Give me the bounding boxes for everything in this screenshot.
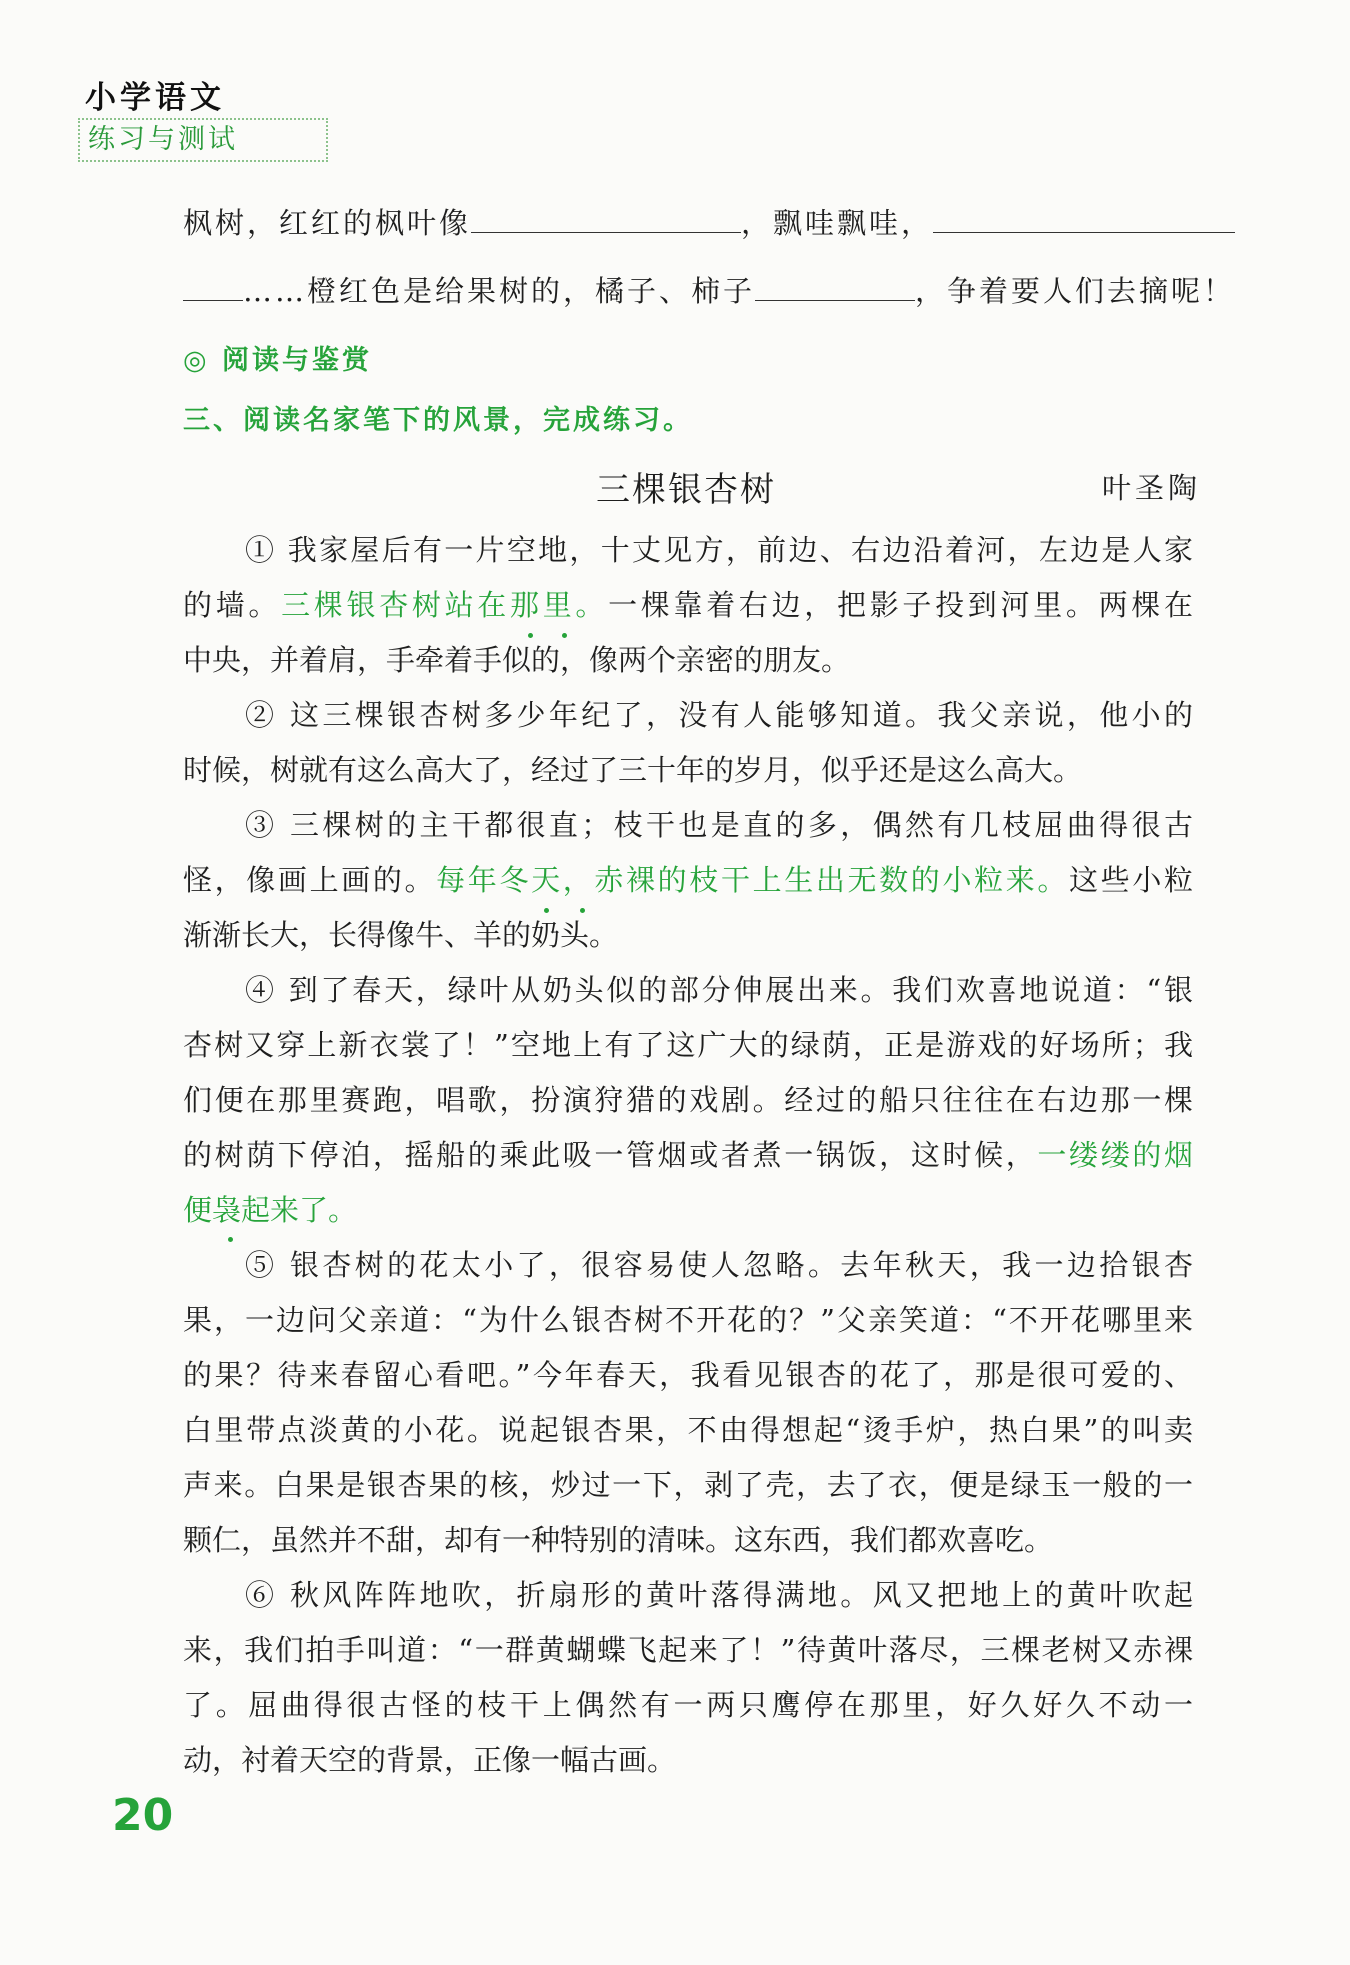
article-title: 三棵银杏树 <box>596 470 776 510</box>
book-title: 小学语文 <box>85 80 225 116</box>
text-line: 的果？待来春留心看吧。”今年春天，我看见银杏的花了，那是很可爱的、 <box>183 1358 1193 1392</box>
text-line: 果，一边问父亲道：“为什么银杏树不开花的？”父亲笑道：“不开花哪里来 <box>183 1303 1193 1337</box>
fill-in-text: ，争着要人们去摘呢！ <box>915 274 1236 308</box>
answer-blank[interactable] <box>933 202 1235 233</box>
text-line: 来，我们拍手叫道：“一群黄蝴蝶飞起来了！”待黄叶落尽，三棵老树又赤裸 <box>183 1633 1193 1667</box>
highlighted-sentence: 三棵银杏树站在那里。 <box>281 588 609 622</box>
emphasis-dot <box>580 908 585 913</box>
highlighted-sentence: 便袅起来了。 <box>183 1193 358 1227</box>
highlighted-sentence: 每年冬天，赤裸的枝干上生出无数的小粒来。 <box>436 863 1070 897</box>
text-line: ⑥ 秋风阵阵地吹，折扇形的黄叶落得满地。风又把地上的黄叶吹起 <box>245 1578 1193 1612</box>
text-run: 一棵靠着右边，把影子投到河里。两棵在 <box>608 588 1193 622</box>
article-author: 叶圣陶 <box>1102 471 1202 505</box>
text-line <box>183 1190 1193 1230</box>
answer-blank[interactable] <box>755 270 915 301</box>
emphasis-dot <box>528 633 533 638</box>
text-line: 杏树又穿上新衣裳了！”空地上有了这广大的绿荫，正是游戏的好场所；我 <box>183 1028 1193 1062</box>
text-line: ④ 到了春天，绿叶从奶头似的部分伸展出来。我们欢喜地说道：“银 <box>245 973 1193 1007</box>
text-line: 声来。白果是银杏果的核，炒过一下，剥了壳，去了衣，便是绿玉一般的一 <box>183 1468 1193 1502</box>
fill-in-text: ……橙红色是给果树的，橘子、柿子 <box>243 274 756 308</box>
text-line <box>183 860 1193 900</box>
text-line: ② 这三棵银杏树多少年纪了，没有人能够知道。我父亲说，他小的 <box>245 698 1193 732</box>
section-label: ◎ 阅读与鉴赏 <box>183 345 372 376</box>
text-run: 的树荫下停泊，摇船的乘此吸一管烟或者煮一锅饭，这时候， <box>183 1138 1038 1172</box>
text-line <box>183 585 1193 625</box>
question-heading: 三、阅读名家笔下的风景，完成练习。 <box>183 405 693 436</box>
text-line: ③ 三棵树的主干都很直；枝干也是直的多，偶然有几枝屈曲得很古 <box>245 808 1193 842</box>
book-subtitle: 练习与测试 <box>78 118 328 162</box>
text-line <box>183 1135 1193 1175</box>
page-number: 20 <box>112 1790 174 1841</box>
emphasis-dot <box>544 908 549 913</box>
text-run: 的墙。 <box>183 588 282 622</box>
text-line: ① 我家屋后有一片空地，十丈见方，前边、右边沿着河，左边是人家 <box>245 533 1193 567</box>
fill-in-text: 枫树，红红的枫叶像 <box>183 206 472 240</box>
emphasis-dot <box>562 633 567 638</box>
text-run: 这些小粒 <box>1069 863 1193 897</box>
text-line: 渐渐长大，长得像牛、羊的奶头。 <box>183 918 619 952</box>
text-run: 怪，像画上画的。 <box>183 863 437 897</box>
text-line: 了。屈曲得很古怪的枝干上偶然有一两只鹰停在那里，好久好久不动一 <box>183 1688 1193 1722</box>
text-line: 动，衬着天空的背景，正像一幅古画。 <box>183 1743 677 1777</box>
text-line: 中央，并着肩，手牵着手似的，像两个亲密的朋友。 <box>183 643 851 677</box>
highlighted-sentence: 一缕缕的烟 <box>1037 1138 1193 1172</box>
answer-blank[interactable] <box>471 202 741 233</box>
emphasis-dot <box>228 1237 233 1242</box>
text-line: 颗仁，虽然并不甜，却有一种特别的清味。这东西，我们都欢喜吃。 <box>183 1523 1054 1557</box>
text-line: 们便在那里赛跑，唱歌，扮演狩猎的戏剧。经过的船只往往在右边那一棵 <box>183 1083 1193 1117</box>
fill-in-line-1 <box>183 202 1193 243</box>
text-line: 白里带点淡黄的小花。说起银杏果，不由得想起“烫手炉，热白果”的叫卖 <box>183 1413 1193 1447</box>
answer-blank[interactable] <box>183 270 243 301</box>
fill-in-text: ，飘哇飘哇， <box>741 206 934 240</box>
text-line: ⑤ 银杏树的花太小了，很容易使人忽略。去年秋天，我一边拾银杏 <box>245 1248 1193 1282</box>
fill-in-line-2 <box>183 270 1236 311</box>
text-line: 时候，树就有这么高大了，经过了三十年的岁月，似乎还是这么高大。 <box>183 753 1083 787</box>
